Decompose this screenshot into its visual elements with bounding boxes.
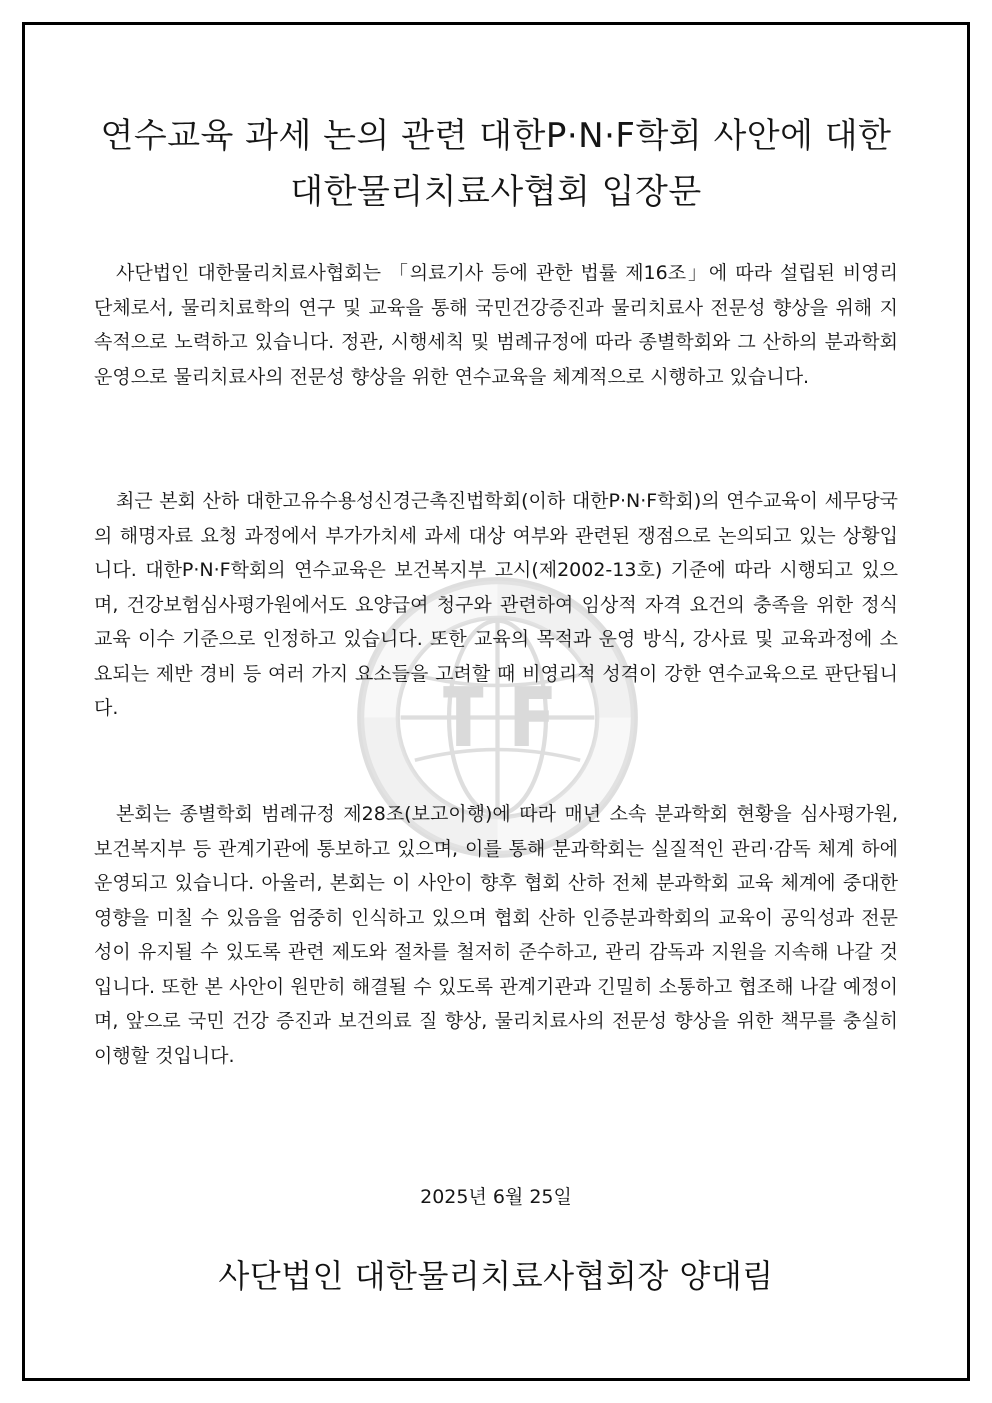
paragraph-1: 사단법인 대한물리치료사협회는 「의료기사 등에 관한 법률 제16조」에 따라 설립된 비영리 단체로서, 물리치료학의 연구 및 교육을 통해 국민건강증진과 물리치료사 전문성 향상을 위해 지속적으로 노력하고 있습니다. 정관, 시행세칙 및 범례규정에 따라 종별학회와 그 산하의 분과학회 운영으로 물리치료사의 전문성 향상을 위한 연수교육을 체계적으로 시행하고 있습니다. xyxy=(94,262,898,388)
title-line-1: 연수교육 과세 논의 관련 대한P·N·F학회 사안에 대한 xyxy=(100,116,892,156)
signature-line: 사단법인 대한물리치료사협회장 양대림 xyxy=(218,1257,774,1295)
document-date: 2025년 6월 25일 xyxy=(420,1186,572,1208)
title-line-2: 대한물리치료사협회 입장문 xyxy=(290,172,702,212)
paragraph-3: 본회는 종별학회 범례규정 제28조(보고이행)에 따라 매년 소속 분과학회 현황을 심사평가원, 보건복지부 등 관계기관에 통보하고 있으며, 이를 통해 분과학회는 실질적인 관리·감독 체계 하에 운영되고 있습니다. 아울러, 본회는 이 사안이 향후 협회 산하 전체 분과학회 교육 체계에 중대한 영향을 미칠 수 있음을 엄중히 인식하고 있으며 협회 산하 인증분과학회의 교육이 공익성과 전문성이 유지될 수 있도록 관련 제도와 절차를 철저히 준수하고, 관리 감독과 지원을 지속해 나갈 것입니다. 또한 본 사안이 원만히 해결될 수 있도록 관계기관과 긴밀히 소통하고 협조해 나갈 예정이며, 앞으로 국민 건강 증진과 보건의료 질 향상, 물리치료사의 전문성 향상을 위한 책무를 충실히 이행할 것입니다. xyxy=(94,803,898,1067)
paragraph-2: 최근 본회 산하 대한고유수용성신경근촉진법학회(이하 대한P·N·F학회)의 연수교육이 세무당국의 해명자료 요청 과정에서 부가가치세 과세 대상 여부와 관련된 쟁점으로 논의되고 있는 상황입니다. 대한P·N·F학회의 연수교육은 보건복지부 고시(제2002-13호) 기준에 따라 시행되고 있으며, 건강보험심사평가원에서도 요양급여 청구와 관련하여 임상적 자격 요건의 충족을 위한 정식 교육 이수 기준으로 인정하고 있습니다. 또한 교육의 목적과 운영 방식, 강사료 및 교육과정에 소요되는 제반 경비 등 여러 가지 요소들을 고려할 때 비영리적 성격이 강한 연수교육으로 판단됩니다. xyxy=(94,490,898,719)
document-title xyxy=(0,108,992,220)
